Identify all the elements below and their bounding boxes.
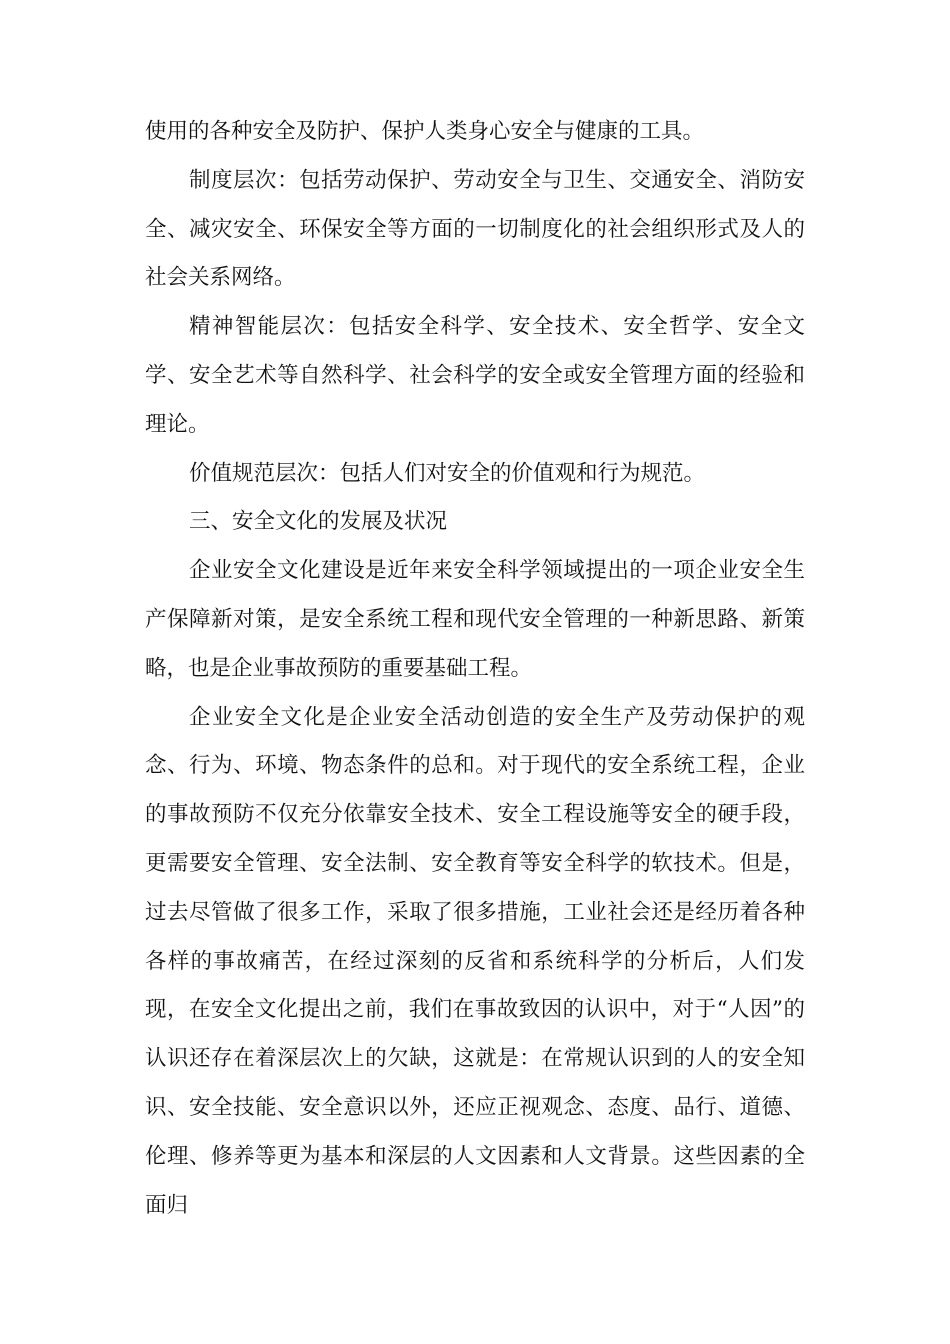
paragraph-spiritual-intellectual-level: 精神智能层次：包括安全科学、安全技术、安全哲学、安全文学、安全艺术等自然科学、社会科学的安全或安全管理方面的经验和理论。 <box>145 314 805 437</box>
paragraph-enterprise-safety-culture-construction: 企业安全文化建设是近年来安全科学领域提出的一项企业安全生产保障新对策，是安全系统工程和现代安全管理的一种新思路、新策略，也是企业事故预防的重要基础工程。 <box>145 558 805 681</box>
body-text <box>145 108 805 1230</box>
paragraph-enterprise-safety-culture-definition: 企业安全文化是企业安全活动创造的安全生产及劳动保护的观念、行为、环境、物态条件的总和。对于现代的安全系统工程，企业的事故预防不仅充分依靠安全技术、安全工程设施等安全的硬手段，更需要安全管理、安全法制、安全教育等安全科学的软技术。但是，过去尽管做了很多工作，采取了很多措施，工业社会还是经历着各种各样的事故痛苦，在经过深刻的反省和系统科学的分析后，人们发现，在安全文化提出之前，我们在事故致因的认识中，对于“人因”的认识还存在着深层次上的欠缺，这就是：在常规认识到的人的安全知识、安全技能、安全意识以外，还应正视观念、态度、品行、道德、伦理、修养等更为基本和深层的人文因素和人文背景。这些因素的全面归 <box>145 704 805 1218</box>
paragraph-institutional-level: 制度层次：包括劳动保护、劳动安全与卫生、交通安全、消防安全、减灾安全、环保安全等方面的一切制度化的社会组织形式及人的社会关系网络。 <box>145 167 805 291</box>
section-heading: 三、安全文化的发展及状况 <box>189 509 448 535</box>
paragraph-tools: 使用的各种安全及防护、保护人类身心安全与健康的工具。 <box>145 119 705 144</box>
paragraph-value-norm-level: 价值规范层次：包括人们对安全的价值观和行为规范。 <box>189 460 706 486</box>
